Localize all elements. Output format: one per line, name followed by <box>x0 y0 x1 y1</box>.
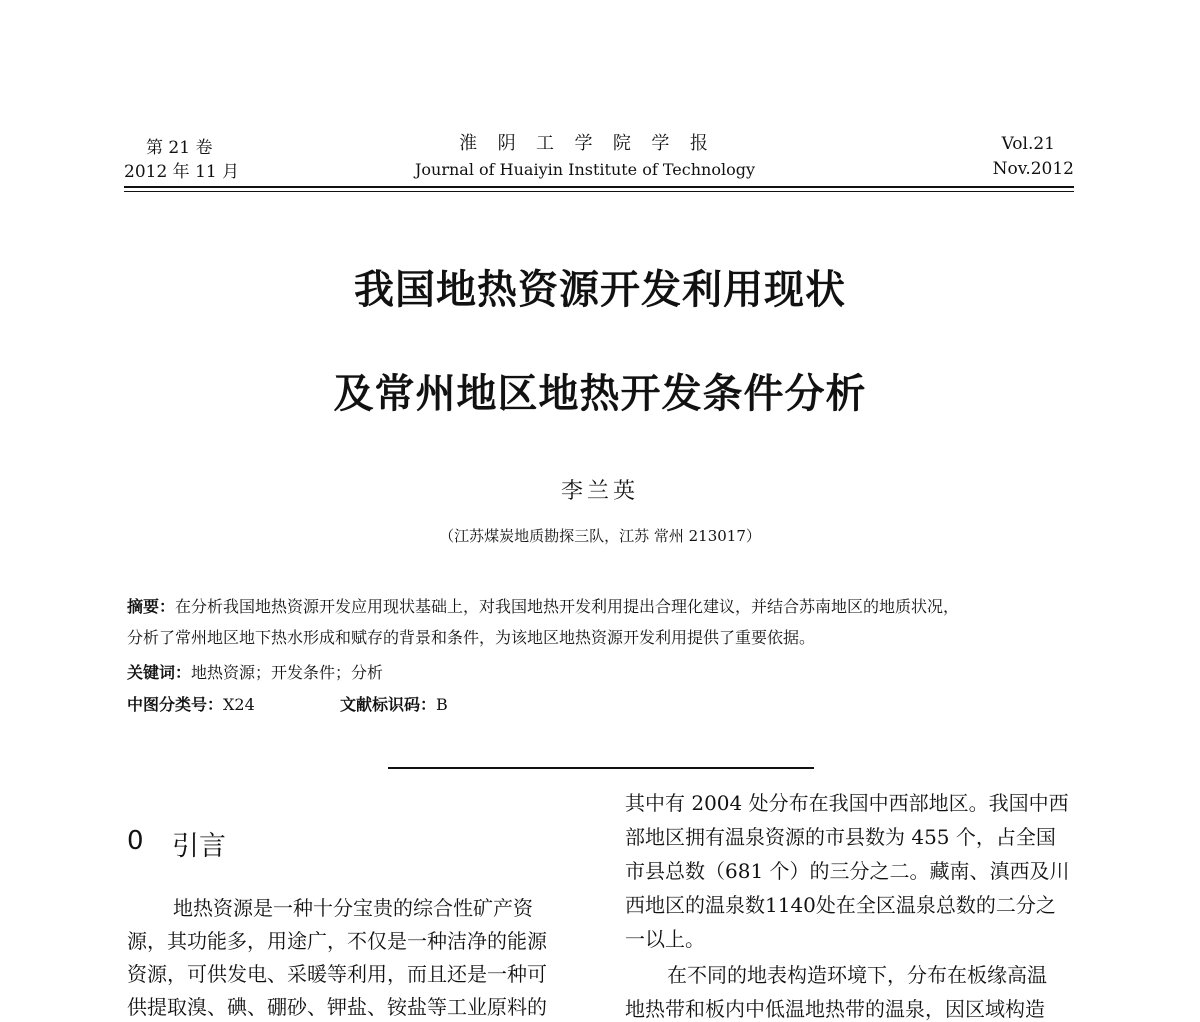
document-code <box>340 694 448 716</box>
journal-title-cn: 淮 阴 工 学 院 学 报 <box>459 133 711 154</box>
keywords-value: 地热资源；开发条件；分析 <box>191 663 384 682</box>
section-divider <box>388 767 814 769</box>
left-body-line-3: 资源，可供发电、采暖等利用，而且还是一种可 <box>127 962 547 986</box>
paper-title-line1: 我国地热资源开发利用现状 <box>354 266 846 313</box>
affiliation: （江苏煤炭地质勘探三队，江苏 常州 213017） <box>439 527 761 545</box>
clc-value: X24 <box>223 695 255 714</box>
right-body-line-7: 地热带和板内中低温地热带的温泉，因区域构造 <box>625 997 1045 1021</box>
volume-cn: 第 21 卷 <box>146 138 213 158</box>
left-body-line-4: 供提取溴、碘、硼砂、钾盐、铵盐等工业原料的 <box>127 995 547 1019</box>
keywords-label: 关键词： <box>127 663 192 682</box>
right-body-line-3: 市县总数（681 个）的三分之二。藏南、滇西及川 <box>625 859 1070 883</box>
doc-code-value: B <box>436 695 448 714</box>
abstract-label: 摘要： <box>127 597 176 616</box>
right-body-line-4: 西地区的温泉数1140处在全区温泉总数的二分之 <box>625 893 1056 917</box>
clc-label: 中图分类号： <box>127 695 224 714</box>
right-body-line-6: 在不同的地表构造环境下，分布在板缘高温 <box>667 963 1047 987</box>
abstract-text-line2: 分析了常州地区地下热水形成和赋存的背景和条件，为该地区地热资源开发利用提供了重要依据。 <box>127 628 816 647</box>
section-heading: 引言 <box>172 831 226 862</box>
keywords <box>127 662 383 684</box>
doc-code-label: 文献标识码： <box>340 695 437 714</box>
right-body-line-2: 部地区拥有温泉资源的市县数为 455 个，占全国 <box>625 825 1056 849</box>
volume-en: Vol.21 <box>1001 134 1055 154</box>
left-body-line-1: 地热资源是一种十分宝贵的综合性矿产资 <box>173 896 533 920</box>
paper-title-line2: 及常州地区地热开发条件分析 <box>333 370 867 417</box>
date-cn: 2012 年 11 月 <box>124 162 240 182</box>
header-rule-bottom <box>124 191 1074 192</box>
date-en: Nov.2012 <box>992 159 1074 179</box>
abstract <box>127 596 959 618</box>
journal-title-en: Journal of Huaiyin Institute of Technology <box>414 160 756 179</box>
right-body-line-5: 一以上。 <box>625 927 705 951</box>
abstract-text-line1: 在分析我国地热资源开发应用现状基础上，对我国地热开发利用提出合理化建议，并结合苏南地区的地质状况， <box>175 597 960 616</box>
right-body-line-1: 其中有 2004 处分布在我国中西部地区。我国中西 <box>625 791 1069 815</box>
section-number: 0 <box>127 826 144 856</box>
clc-number <box>127 694 255 716</box>
left-body-line-2: 源，其功能多，用途广，不仅是一种洁净的能源 <box>127 929 547 953</box>
header-rule-top <box>124 186 1074 188</box>
author: 李兰英 <box>560 479 639 504</box>
